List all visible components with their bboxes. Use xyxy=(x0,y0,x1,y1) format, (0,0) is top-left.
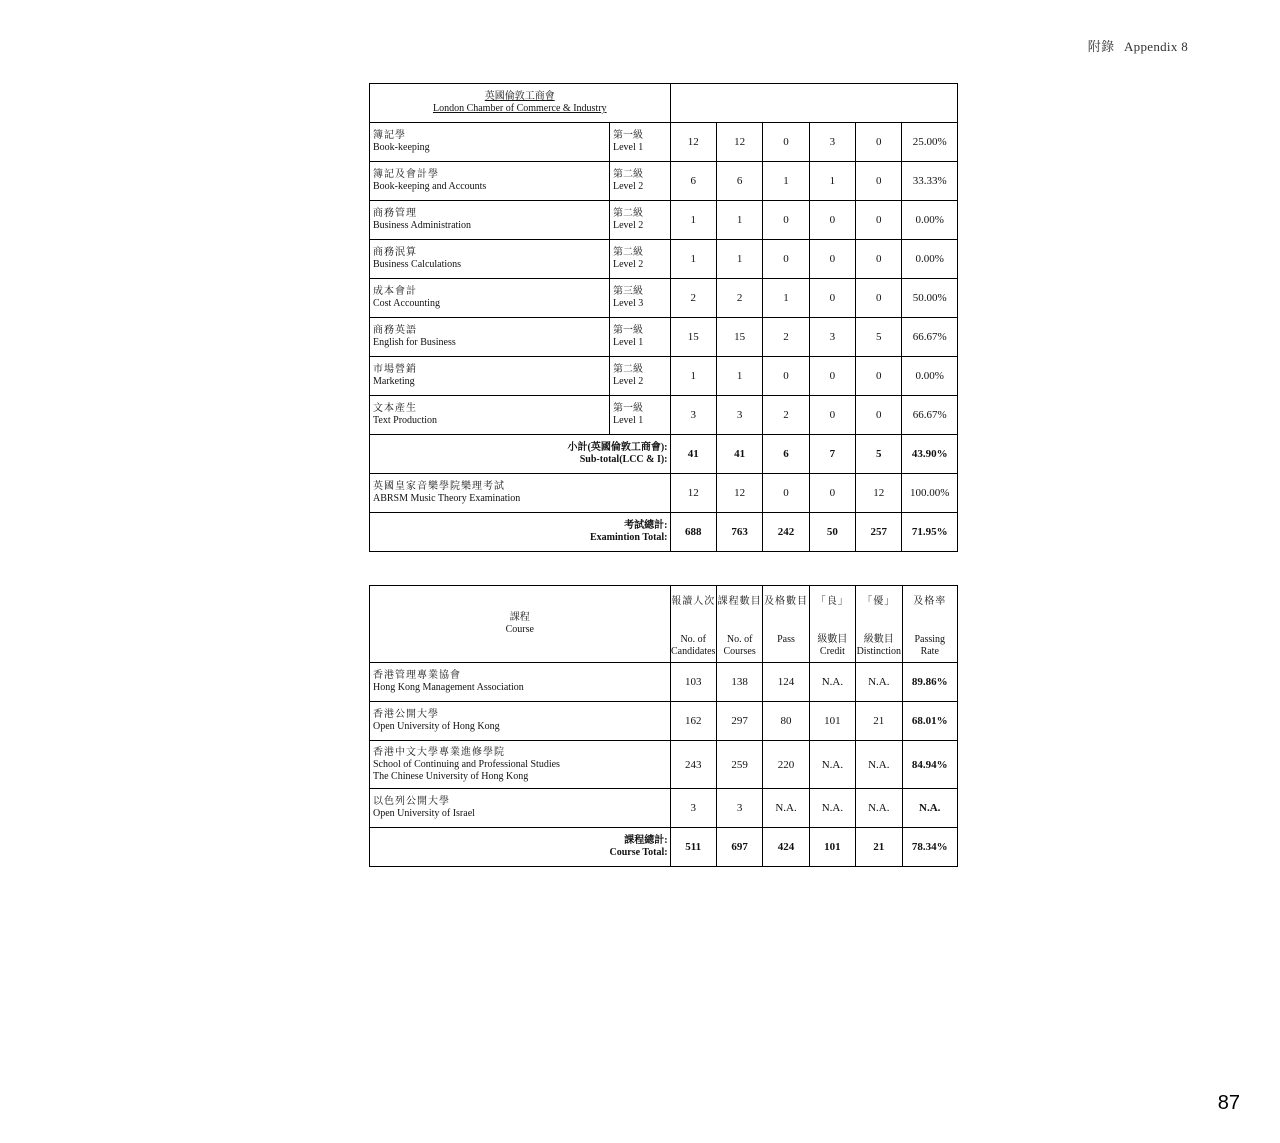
value-cell: 259 xyxy=(716,741,762,789)
provider-en: Hong Kong Management Association xyxy=(373,682,524,693)
table2-header-row xyxy=(370,586,958,663)
value-cell: 12 xyxy=(716,123,762,162)
value-cell: 3 xyxy=(716,396,762,435)
value-cell: 12 xyxy=(670,123,716,162)
course-total-label-zh: 課程總計: xyxy=(624,835,668,846)
appendix-zh: 附錄 xyxy=(1087,39,1115,54)
value-cell: 3 xyxy=(809,123,855,162)
table2-row xyxy=(370,702,958,741)
table1-row xyxy=(370,396,958,435)
value-cell: 12 xyxy=(856,474,902,513)
subject-en: Marketing xyxy=(373,376,415,387)
subject-name-cell xyxy=(370,240,610,279)
table2-row xyxy=(370,741,958,789)
level-cell xyxy=(610,279,671,318)
value-cell: 0 xyxy=(809,279,855,318)
value-cell: N.A. xyxy=(763,789,809,828)
column-header xyxy=(763,586,809,663)
table1-title-blank xyxy=(670,84,957,123)
subject-name-cell xyxy=(370,123,610,162)
course-total-row xyxy=(370,828,958,867)
value-cell: 0 xyxy=(856,240,902,279)
subject-en: Book-keeping and Accounts xyxy=(373,181,487,192)
value-cell: 41 xyxy=(716,435,762,474)
level-cell xyxy=(610,201,671,240)
column-header-en2: Distinction xyxy=(856,646,902,657)
value-cell: 138 xyxy=(716,663,762,702)
value-cell: 3 xyxy=(670,789,716,828)
value-cell: 1 xyxy=(716,357,762,396)
subject-en: Business Administration xyxy=(373,220,472,231)
table1-row xyxy=(370,318,958,357)
subject-zh: 簿記及會計學 xyxy=(373,169,439,180)
level-zh: 第三級 xyxy=(613,286,643,297)
level-cell xyxy=(610,123,671,162)
subject-name-cell xyxy=(370,396,610,435)
subject-zh: 市場營銷 xyxy=(373,364,417,375)
value-cell: 1 xyxy=(763,162,809,201)
subject-zh: 成本會計 xyxy=(373,286,417,297)
value-cell: 0.00% xyxy=(902,201,958,240)
table1-row xyxy=(370,162,958,201)
provider-en2: The Chinese University of Hong Kong xyxy=(373,770,529,782)
subject-en: Business Calculations xyxy=(373,259,462,270)
value-cell: 25.00% xyxy=(902,123,958,162)
value-cell: 3 xyxy=(716,789,762,828)
exam-total-label-zh: 考試總計: xyxy=(624,520,668,531)
column-header-en1: Pass xyxy=(777,634,795,645)
level-zh: 第一級 xyxy=(613,130,643,141)
subject-en: Book-keeping xyxy=(373,142,430,153)
value-cell: 7 xyxy=(809,435,855,474)
subject-zh: 文本產生 xyxy=(373,403,417,414)
level-en: Level 1 xyxy=(613,415,644,426)
level-zh: 第二級 xyxy=(613,247,643,258)
subject-zh: 商務管理 xyxy=(373,208,417,219)
abrsm-zh: 英國皇家音樂學院樂理考試 xyxy=(373,481,505,492)
course-header xyxy=(370,586,671,663)
column-header-zh: 及格率 xyxy=(913,596,947,607)
course-total-label xyxy=(370,828,671,867)
provider-name-cell xyxy=(370,741,671,789)
value-cell: 6 xyxy=(716,162,762,201)
value-cell: 89.86% xyxy=(902,663,958,702)
column-header xyxy=(856,586,902,663)
value-cell: 2 xyxy=(670,279,716,318)
value-cell: 0.00% xyxy=(902,357,958,396)
provider-zh: 香港管理專業協會 xyxy=(373,670,461,681)
column-header-zh: 及格數目 xyxy=(764,596,809,607)
value-cell: 0 xyxy=(856,357,902,396)
subject-zh: 商務英語 xyxy=(373,325,417,336)
column-header xyxy=(902,586,958,663)
column-header-zh: 課程數目 xyxy=(717,596,762,607)
appendix-label xyxy=(1088,36,1188,55)
value-cell: 0 xyxy=(809,201,855,240)
provider-en: School of Continuing and Professional Studies xyxy=(373,758,560,770)
value-cell: 0 xyxy=(856,123,902,162)
value-cell: 162 xyxy=(670,702,716,741)
table1-title xyxy=(370,84,671,123)
level-en: Level 3 xyxy=(613,298,644,309)
subject-en: English for Business xyxy=(373,337,456,348)
table1-row xyxy=(370,357,958,396)
value-cell: 688 xyxy=(670,513,716,552)
appendix-en: Appendix 8 xyxy=(1123,39,1188,54)
value-cell: 1 xyxy=(763,279,809,318)
subtotal-label-zh: 小計(英國倫敦工商會): xyxy=(567,442,668,453)
provider-zh: 香港公開大學 xyxy=(373,709,439,720)
value-cell: 0 xyxy=(809,396,855,435)
table1-title-en: London Chamber of Commerce & Industry xyxy=(432,103,607,114)
value-cell: 0 xyxy=(809,474,855,513)
course-header-zh: 課程 xyxy=(509,612,530,623)
value-cell: 220 xyxy=(763,741,809,789)
column-header-en1: No. of xyxy=(726,634,753,645)
table1-row xyxy=(370,201,958,240)
value-cell: N.A. xyxy=(809,663,855,702)
column-header-en1: Passing xyxy=(914,634,946,645)
value-cell: 101 xyxy=(809,702,855,741)
level-zh: 第一級 xyxy=(613,325,643,336)
table1-title-row xyxy=(370,84,958,123)
value-cell: 1 xyxy=(716,201,762,240)
value-cell: 0 xyxy=(856,162,902,201)
value-cell: 763 xyxy=(716,513,762,552)
subject-en: Cost Accounting xyxy=(373,298,440,309)
value-cell: 78.34% xyxy=(902,828,958,867)
exam-total-row xyxy=(370,513,958,552)
column-header-en2: Credit xyxy=(819,646,845,657)
provider-zh: 以色列公開大學 xyxy=(373,796,450,807)
value-cell: 71.95% xyxy=(902,513,958,552)
abrsm-name-cell xyxy=(370,474,671,513)
value-cell: 66.67% xyxy=(902,318,958,357)
value-cell: N.A. xyxy=(809,789,855,828)
column-header xyxy=(809,586,855,663)
table2-row xyxy=(370,663,958,702)
subject-en: Text Production xyxy=(373,415,438,426)
subtotal-label-en: Sub-total(LCC & I): xyxy=(579,454,668,465)
column-header-en2: Candidates xyxy=(671,646,716,657)
course-total-label-en: Course Total: xyxy=(609,847,668,858)
value-cell: N.A. xyxy=(856,741,902,789)
value-cell: 2 xyxy=(763,396,809,435)
value-cell: 1 xyxy=(809,162,855,201)
value-cell: 124 xyxy=(763,663,809,702)
value-cell: 257 xyxy=(856,513,902,552)
value-cell: 66.67% xyxy=(902,396,958,435)
table1-row xyxy=(370,123,958,162)
table1-row xyxy=(370,240,958,279)
subject-name-cell xyxy=(370,201,610,240)
value-cell: 2 xyxy=(716,279,762,318)
value-cell: 12 xyxy=(670,474,716,513)
value-cell: 0 xyxy=(763,123,809,162)
course-results-table xyxy=(369,585,958,867)
value-cell: 3 xyxy=(670,396,716,435)
column-header xyxy=(670,586,716,663)
provider-en: Open University of Israel xyxy=(373,808,475,819)
value-cell: 1 xyxy=(716,240,762,279)
column-header-zh: 報讀人次 xyxy=(671,596,716,607)
column-header xyxy=(716,586,762,663)
level-cell xyxy=(610,240,671,279)
subject-name-cell xyxy=(370,357,610,396)
value-cell: 3 xyxy=(809,318,855,357)
value-cell: 50.00% xyxy=(902,279,958,318)
value-cell: 0 xyxy=(856,279,902,318)
level-en: Level 1 xyxy=(613,142,644,153)
value-cell: 243 xyxy=(670,741,716,789)
value-cell: 242 xyxy=(763,513,809,552)
table1-title-zh: 英國倫敦工商會 xyxy=(484,91,555,102)
value-cell: 297 xyxy=(716,702,762,741)
provider-name-cell xyxy=(370,663,671,702)
provider-zh: 香港中文大學專業進修學院 xyxy=(373,746,505,758)
value-cell: 12 xyxy=(716,474,762,513)
subtotal-row xyxy=(370,435,958,474)
exam-total-label xyxy=(370,513,671,552)
provider-en: Open University of Hong Kong xyxy=(373,721,500,732)
column-header-en1: 級數目 xyxy=(817,634,848,645)
column-header-zh: 「良」 xyxy=(815,596,849,607)
abrsm-en: ABRSM Music Theory Examination xyxy=(373,493,521,504)
value-cell: N.A. xyxy=(856,663,902,702)
value-cell: N.A. xyxy=(856,789,902,828)
level-zh: 第二級 xyxy=(613,169,643,180)
column-header-en1: No. of xyxy=(680,634,707,645)
lcci-results-table xyxy=(369,83,958,552)
level-cell xyxy=(610,357,671,396)
value-cell: 84.94% xyxy=(902,741,958,789)
level-cell xyxy=(610,396,671,435)
value-cell: 0 xyxy=(809,240,855,279)
value-cell: 43.90% xyxy=(902,435,958,474)
abrsm-row xyxy=(370,474,958,513)
value-cell: 0 xyxy=(856,396,902,435)
value-cell: 511 xyxy=(670,828,716,867)
exam-total-label-en: Examintion Total: xyxy=(589,532,668,543)
value-cell: 1 xyxy=(670,357,716,396)
value-cell: 5 xyxy=(856,435,902,474)
value-cell: 33.33% xyxy=(902,162,958,201)
column-header-en2: Courses xyxy=(723,646,756,657)
value-cell: 15 xyxy=(716,318,762,357)
value-cell: 0 xyxy=(763,357,809,396)
value-cell: 21 xyxy=(856,702,902,741)
subject-zh: 商務泯算 xyxy=(373,247,417,258)
value-cell: 0.00% xyxy=(902,240,958,279)
value-cell: 1 xyxy=(670,240,716,279)
value-cell: 80 xyxy=(763,702,809,741)
subject-name-cell xyxy=(370,162,610,201)
level-zh: 第一級 xyxy=(613,403,643,414)
level-en: Level 2 xyxy=(613,220,644,231)
provider-name-cell xyxy=(370,789,671,828)
level-cell xyxy=(610,162,671,201)
value-cell: 101 xyxy=(809,828,855,867)
table1-row xyxy=(370,279,958,318)
subject-zh: 簿記學 xyxy=(373,130,406,141)
value-cell: 1 xyxy=(670,201,716,240)
value-cell: 0 xyxy=(763,201,809,240)
value-cell: N.A. xyxy=(902,789,958,828)
value-cell: 103 xyxy=(670,663,716,702)
level-en: Level 2 xyxy=(613,181,644,192)
value-cell: 0 xyxy=(856,201,902,240)
value-cell: 6 xyxy=(670,162,716,201)
value-cell: 41 xyxy=(670,435,716,474)
value-cell: 15 xyxy=(670,318,716,357)
value-cell: 5 xyxy=(856,318,902,357)
level-zh: 第二級 xyxy=(613,364,643,375)
column-header-en2: Rate xyxy=(920,646,939,657)
level-zh: 第二級 xyxy=(613,208,643,219)
level-en: Level 1 xyxy=(613,337,644,348)
value-cell: 68.01% xyxy=(902,702,958,741)
column-header-en1: 級數目 xyxy=(863,634,894,645)
level-en: Level 2 xyxy=(613,376,644,387)
value-cell: N.A. xyxy=(809,741,855,789)
subtotal-label xyxy=(370,435,671,474)
value-cell: 0 xyxy=(763,474,809,513)
page-number: 87 xyxy=(1217,1092,1240,1114)
table2-row xyxy=(370,789,958,828)
subject-name-cell xyxy=(370,318,610,357)
subject-name-cell xyxy=(370,279,610,318)
level-en: Level 2 xyxy=(613,259,644,270)
value-cell: 21 xyxy=(856,828,902,867)
value-cell: 424 xyxy=(763,828,809,867)
value-cell: 0 xyxy=(809,357,855,396)
value-cell: 2 xyxy=(763,318,809,357)
level-cell xyxy=(610,318,671,357)
value-cell: 6 xyxy=(763,435,809,474)
column-header-zh: 「優」 xyxy=(862,596,896,607)
value-cell: 100.00% xyxy=(902,474,958,513)
course-header-en: Course xyxy=(505,624,534,635)
value-cell: 0 xyxy=(763,240,809,279)
provider-name-cell xyxy=(370,702,671,741)
value-cell: 697 xyxy=(716,828,762,867)
value-cell: 50 xyxy=(809,513,855,552)
